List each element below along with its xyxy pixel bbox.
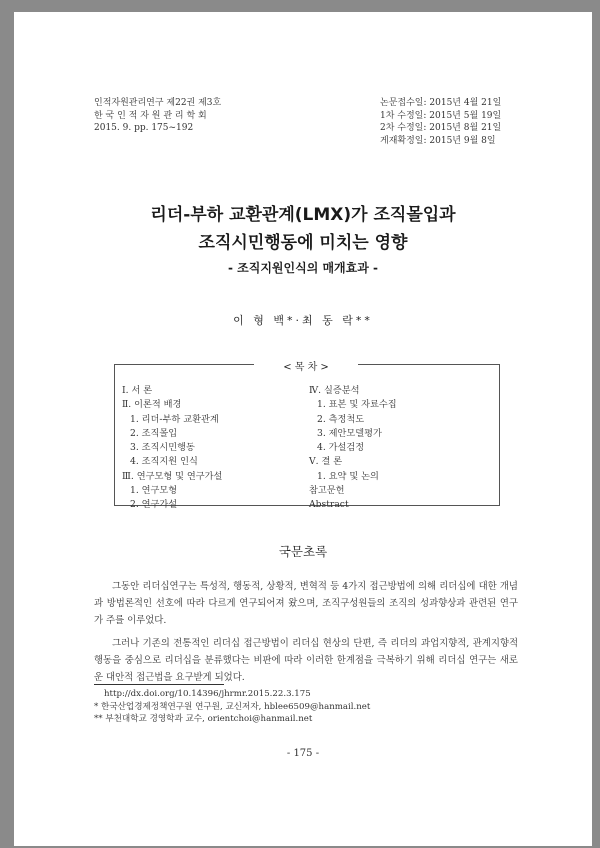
toc-item: Ⅴ. 결 론 bbox=[309, 456, 343, 468]
toc-item: 1. 리더-부하 교환관계 bbox=[130, 413, 219, 425]
doi-link[interactable]: http://dx.doi.org/10.14396/jhrmr.2015.22.3.175 bbox=[104, 689, 311, 699]
toc-item: Ⅱ. 이론적 배경 bbox=[122, 399, 182, 411]
footnote-divider bbox=[94, 684, 224, 685]
paper-title-line-2: 조직시민행동에 미치는 영향 bbox=[198, 233, 408, 253]
footnote-author-2: ** 부천대학교 경영학과 교수, orientchoi@hanmail.net bbox=[94, 714, 313, 724]
toc-heading: < 목 차 > bbox=[254, 358, 358, 373]
toc-left-column bbox=[122, 384, 222, 513]
toc-item: 2. 측정척도 bbox=[317, 413, 365, 425]
paper-title-line-1: 리더-부하 교환관계(LMX)가 조직몰입과 bbox=[150, 205, 456, 225]
review-dates bbox=[380, 97, 501, 147]
toc-right-column bbox=[309, 384, 397, 513]
toc-item: Ⅳ. 실증분석 bbox=[309, 385, 360, 396]
issue-info: 2015. 9. pp. 175~192 bbox=[94, 123, 194, 133]
abstract-heading: 국문초록 bbox=[278, 544, 328, 559]
footnote-author-1: * 한국산업경제정책연구원 연구원, 교신저자, hblee6509@hanmail.net bbox=[94, 701, 371, 712]
paper-page bbox=[14, 12, 592, 846]
toc-item: 3. 조직시민행동 bbox=[130, 442, 195, 454]
toc-item: Ⅰ. 서 론 bbox=[122, 385, 153, 396]
society-name: 한 국 인 적 자 원 관 리 학 회 bbox=[94, 110, 207, 121]
footnotes bbox=[94, 688, 370, 726]
toc-item: Ⅲ. 연구모형 및 연구가설 bbox=[122, 470, 223, 482]
date-row: 1차 수정일: 2015년 5월 19일 bbox=[380, 110, 502, 121]
date-row: 2차 수정일: 2015년 8월 21일 bbox=[380, 123, 502, 133]
abstract-body bbox=[94, 578, 518, 692]
toc-item: Abstract bbox=[309, 499, 349, 511]
toc-item: 2. 조직몰입 bbox=[130, 427, 178, 439]
page-number: - 175 - bbox=[286, 748, 320, 759]
date-row: 게재확정일: 2015년 9월 8일 bbox=[380, 135, 496, 146]
toc-item: 1. 연구모형 bbox=[130, 485, 178, 497]
date-row: 논문접수일: 2015년 4월 21일 bbox=[380, 98, 502, 108]
toc-item: 4. 조직지원 인식 bbox=[130, 456, 198, 468]
abstract-paragraph: 그러나 기존의 전통적인 리더십 접근방법이 리더십 현상의 단편, 즉 리더의 과업지향적, 관계지향적 행동을 중심으로 리더십을 분류했다는 비판에 따라 이러한 한계점을 극복하기 위해 리더십 연구는 새로운 대안적 접근법을 요구받게 되었다. bbox=[94, 638, 518, 683]
authors: 이 형 백*·최 동 락** bbox=[233, 314, 373, 327]
journal-info bbox=[94, 97, 221, 135]
toc-item: 1. 표본 및 자료수집 bbox=[317, 399, 397, 411]
journal-name: 인적자원관리연구 제22권 제3호 bbox=[94, 98, 222, 108]
abstract-paragraph: 그동안 리더십연구는 특성적, 행동적, 상황적, 변혁적 등 4가지 접근방법에 의해 리더십에 대한 개념과 방법론적인 선호에 따라 다르게 연구되어져 왔으며, 조직구성원들의 조직의 성과향상과 관련된 연구가 주를 이루었다. bbox=[94, 581, 518, 626]
toc-item: 참고문헌 bbox=[309, 485, 345, 497]
toc-item: 2. 연구가설 bbox=[130, 499, 178, 511]
toc-item: 4. 가설검정 bbox=[317, 442, 365, 454]
paper-subtitle: - 조직지원인식의 매개효과 - bbox=[227, 261, 378, 275]
toc-item: 1. 요약 및 논의 bbox=[317, 470, 379, 482]
toc-item: 3. 제안모델평가 bbox=[317, 427, 382, 439]
